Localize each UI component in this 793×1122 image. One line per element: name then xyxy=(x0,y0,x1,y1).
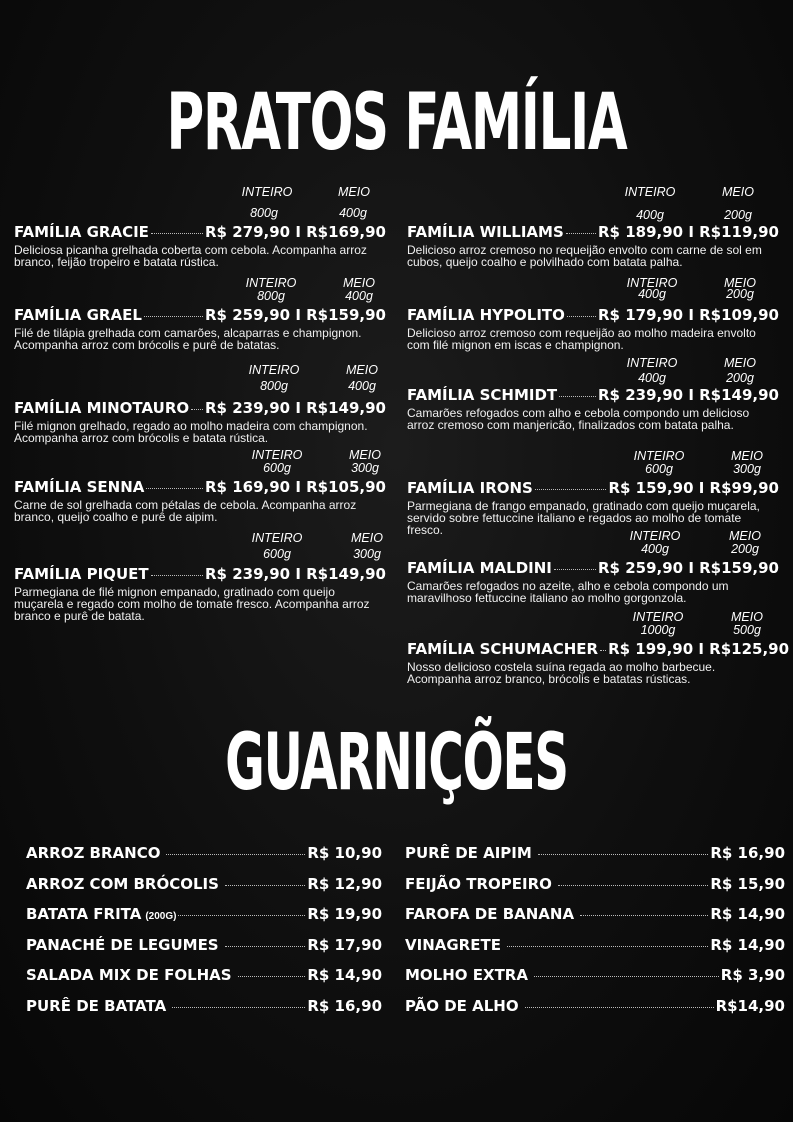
side-price: R$ 12,90 xyxy=(307,875,382,893)
dotted-leader xyxy=(559,396,596,397)
side-item xyxy=(405,997,785,1017)
weight-half: 400g xyxy=(345,289,373,303)
side-price: R$ 19,90 xyxy=(307,905,382,923)
weight-whole: 400g xyxy=(636,208,664,222)
weight-half: 500g xyxy=(733,623,761,637)
side-price: R$ 3,90 xyxy=(720,966,785,984)
dish-item xyxy=(407,529,779,604)
dish-item xyxy=(407,449,779,536)
side-name: PÃO DE ALHO xyxy=(405,997,519,1015)
dish-name: FAMÍLIA HYPOLITO xyxy=(407,306,565,324)
dotted-leader xyxy=(166,854,305,855)
size-label-half: MEIO xyxy=(346,363,378,377)
side-name: FEIJÃO TROPEIRO xyxy=(405,875,552,893)
weight-half: 400g xyxy=(339,206,367,220)
size-label-half: MEIO xyxy=(724,356,756,370)
dish-item xyxy=(14,185,386,268)
size-label-half: MEIO xyxy=(722,185,754,199)
dotted-leader xyxy=(172,1007,305,1008)
side-item xyxy=(405,844,785,864)
dish-price: R$ 159,90 I R$99,90 xyxy=(608,479,779,497)
size-label-whole: INTEIRO xyxy=(633,449,685,463)
weight-whole: 600g xyxy=(645,462,673,476)
side-price: R$ 15,90 xyxy=(710,875,785,893)
weight-whole: 400g xyxy=(638,371,666,385)
dish-item xyxy=(407,276,779,351)
size-label-whole: INTEIRO xyxy=(632,610,684,624)
weight-whole: 600g xyxy=(263,547,291,561)
size-label-half: MEIO xyxy=(349,448,381,462)
dotted-leader xyxy=(535,489,607,490)
side-price: R$ 14,90 xyxy=(710,905,785,923)
dish-price: R$ 199,90 I R$125,90 xyxy=(608,640,790,658)
dotted-leader xyxy=(538,854,709,855)
dotted-leader xyxy=(558,885,708,886)
side-name: PURÊ DE AIPIM xyxy=(405,844,532,862)
dish-description: Delicioso arroz cremoso com requeijão ao molho madeira envolto com filé mignon em iscas e champignon. xyxy=(407,326,756,352)
dish-price: R$ 239,90 I R$149,90 xyxy=(205,399,386,417)
weight-half: 300g xyxy=(351,461,379,475)
side-name: SALADA MIX DE FOLHAS xyxy=(26,966,232,984)
size-label-half: MEIO xyxy=(351,531,383,545)
dish-description: Delicioso arroz cremoso no requeijão envolto com carne de sol em cubos, queijo coalho e polvilhado com batata palha. xyxy=(407,243,762,269)
weight-half: 200g xyxy=(726,371,754,385)
weight-half: 300g xyxy=(353,547,381,561)
dish-item xyxy=(407,356,779,431)
dotted-leader xyxy=(566,233,596,234)
dish-price: R$ 239,90 I R$149,90 xyxy=(205,565,386,583)
dish-name: FAMÍLIA IRONS xyxy=(407,479,533,497)
weight-whole: 800g xyxy=(250,206,278,220)
dotted-leader xyxy=(144,316,203,317)
dotted-leader xyxy=(567,316,596,317)
weight-half: 300g xyxy=(733,462,761,476)
dish-name: FAMÍLIA SCHMIDT xyxy=(407,386,558,404)
dish-description: Camarões refogados com alho e cebola compondo um delicioso arroz cremoso com manjericão, finalizados com batata palha. xyxy=(407,406,750,432)
pratos-familia-title: PRATOS FAMÍLIA xyxy=(166,78,627,168)
dotted-leader xyxy=(525,1007,714,1008)
side-price: R$ 14,90 xyxy=(307,966,382,984)
dish-item xyxy=(14,276,386,351)
side-price: R$ 10,90 xyxy=(307,844,382,862)
side-name: BATATA FRITA xyxy=(26,905,142,923)
side-note: (200G) xyxy=(145,911,177,922)
dish-price: R$ 169,90 I R$105,90 xyxy=(205,478,386,496)
weight-whole: 1000g xyxy=(640,623,676,637)
side-name: FAROFA DE BANANA xyxy=(405,905,575,923)
dish-name: FAMÍLIA PIQUET xyxy=(14,565,149,583)
dotted-leader xyxy=(580,915,708,916)
dish-item xyxy=(14,363,386,444)
dish-name: FAMÍLIA MINOTAURO xyxy=(14,399,190,417)
dotted-leader xyxy=(151,233,203,234)
size-label-half: MEIO xyxy=(731,449,763,463)
side-price: R$ 16,90 xyxy=(307,997,382,1015)
side-name: VINAGRETE xyxy=(405,936,501,954)
dish-price: R$ 189,90 I R$119,90 xyxy=(598,223,779,241)
dish-name: FAMÍLIA SCHUMACHER xyxy=(407,640,599,658)
side-item xyxy=(405,966,785,986)
dish-name: FAMÍLIA WILLIAMS xyxy=(407,223,564,241)
dotted-leader xyxy=(225,885,305,886)
dotted-leader xyxy=(151,575,203,576)
side-item xyxy=(26,905,382,925)
dish-description: Parmegiana de frango empanado, gratinado com queijo muçarela, servido sobre fettuccine italiano e regados ao molho de tomate fresco. xyxy=(407,499,760,537)
weight-half: 200g xyxy=(731,542,759,556)
dish-price: R$ 259,90 I R$159,90 xyxy=(598,559,779,577)
size-label-whole: INTEIRO xyxy=(251,448,303,462)
weight-half: 200g xyxy=(724,208,752,222)
weight-half: 400g xyxy=(348,379,376,393)
weight-whole: 400g xyxy=(638,287,666,301)
dish-description: Deliciosa picanha grelhada coberta com cebola. Acompanha arroz branco, feijão tropeiro e batata rústica. xyxy=(14,243,367,269)
side-item xyxy=(26,936,382,956)
dotted-leader xyxy=(225,946,306,947)
dish-item xyxy=(14,531,386,622)
dish-item xyxy=(407,185,779,268)
dish-description: Filé mignon grelhado, regado ao molho madeira com champignon. Acompanha arroz com brócolis e batata rústica. xyxy=(14,419,368,445)
dotted-leader xyxy=(178,915,305,916)
dish-name: FAMÍLIA GRACIE xyxy=(14,223,149,241)
dish-price: R$ 259,90 I R$159,90 xyxy=(205,306,386,324)
size-label-whole: INTEIRO xyxy=(626,276,678,290)
dish-name: FAMÍLIA MALDINI xyxy=(407,559,552,577)
size-label-whole: INTEIRO xyxy=(624,185,676,199)
side-name: MOLHO EXTRA xyxy=(405,966,528,984)
dish-description: Filé de tilápia grelhada com camarões, alcaparras e champignon. Acompanha arroz com brócolis e purê de batatas. xyxy=(14,326,362,352)
dish-description: Parmegiana de filé mignon empanado, gratinado com queijo muçarela e regado com molho de tomate fresco. Acompanha arroz branco e purê de batata. xyxy=(14,585,370,623)
side-item xyxy=(405,875,785,895)
size-label-whole: INTEIRO xyxy=(251,531,303,545)
side-item xyxy=(26,997,382,1017)
size-label-whole: INTEIRO xyxy=(629,529,681,543)
side-item xyxy=(405,936,785,956)
dish-name: FAMÍLIA SENNA xyxy=(14,478,145,496)
side-name: ARROZ BRANCO xyxy=(26,844,161,862)
size-label-whole: INTEIRO xyxy=(626,356,678,370)
side-name: ARROZ COM BRÓCOLIS xyxy=(26,875,219,893)
side-price: R$ 14,90 xyxy=(710,936,785,954)
size-label-whole: INTEIRO xyxy=(241,185,293,199)
weight-whole: 800g xyxy=(260,379,288,393)
weight-whole: 600g xyxy=(263,461,291,475)
dotted-leader xyxy=(554,569,596,570)
dotted-leader xyxy=(507,946,708,947)
side-price: R$14,90 xyxy=(715,997,785,1015)
dish-price: R$ 179,90 I R$109,90 xyxy=(598,306,779,324)
weight-whole: 800g xyxy=(257,289,285,303)
size-label-half: MEIO xyxy=(729,529,761,543)
side-price: R$ 16,90 xyxy=(710,844,785,862)
side-name: PURÊ DE BATATA xyxy=(26,997,167,1015)
size-label-half: MEIO xyxy=(338,185,370,199)
dish-item xyxy=(14,448,386,523)
side-item xyxy=(26,844,382,864)
size-label-whole: INTEIRO xyxy=(245,276,297,290)
side-name: PANACHÉ DE LEGUMES xyxy=(26,936,219,954)
size-label-half: MEIO xyxy=(724,276,756,290)
dish-price: R$ 279,90 I R$169,90 xyxy=(205,223,386,241)
size-label-whole: INTEIRO xyxy=(248,363,300,377)
dotted-leader xyxy=(600,650,606,651)
weight-whole: 400g xyxy=(641,542,669,556)
dish-item xyxy=(407,610,790,686)
dotted-leader xyxy=(146,488,203,489)
dish-description: Carne de sol grelhada com pétalas de cebola. Acompanha arroz branco, queijo coalho e purê de aipim. xyxy=(14,498,357,524)
dotted-leader xyxy=(238,976,306,977)
side-price: R$ 17,90 xyxy=(307,936,382,954)
size-label-half: MEIO xyxy=(343,276,375,290)
weight-half: 200g xyxy=(726,287,754,301)
dish-name: FAMÍLIA GRAEL xyxy=(14,306,142,324)
dish-description: Camarões refogados no azeite, alho e cebola compondo um maravilhoso fettuccine italiano ao molho gorgonzola. xyxy=(407,579,729,605)
side-item xyxy=(26,875,382,895)
size-label-half: MEIO xyxy=(731,610,763,624)
dish-description: Nosso delicioso costela suína regada ao molho barbecue. Acompanha arroz branco, brócolis e batatas rústicas. xyxy=(407,660,716,686)
dotted-leader xyxy=(534,976,719,977)
side-item xyxy=(405,905,785,925)
guarnicoes-title: GUARNIÇÕES xyxy=(225,718,568,808)
dish-price: R$ 239,90 I R$149,90 xyxy=(598,386,779,404)
side-item xyxy=(26,966,382,986)
dotted-leader xyxy=(191,409,203,410)
